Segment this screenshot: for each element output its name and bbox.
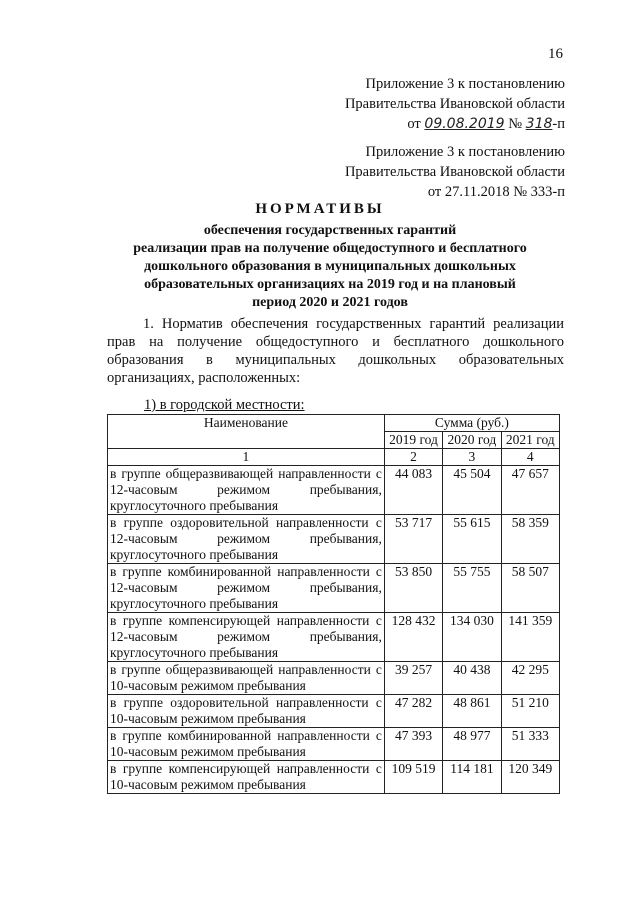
table-row [108,728,560,761]
paragraph-1: 1. Норматив обеспечения государственных гарантий реализации прав на получение общедоступного и бесплатного дошкольного образования в муниципальных дошкольных образовательных организациях, расположенных: [107,316,564,386]
table-index-row [108,449,560,466]
value-2020: 45 504 [443,466,501,515]
row-name: в группе комбинированной направленности с 10-часовым режимом пребывания [108,728,385,761]
value-2021: 120 349 [501,761,559,794]
row-name: в группе комбинированной направленности с 12-часовым режимом пребывания, круглосуточного пребывания [108,564,385,613]
row-name: в группе компенсирующей направленности с 10-часовым режимом пребывания [108,761,385,794]
number-suffix: -п [552,116,565,132]
table-row [108,515,560,564]
date-prefix: от [407,116,421,132]
value-2021: 47 657 [501,466,559,515]
appendix-current-line1: Приложение 3 к постановлению [365,76,565,92]
value-2019: 47 282 [384,695,442,728]
value-2019: 128 432 [384,613,442,662]
row-name: в группе общеразвивающей направленности с 12-часовым режимом пребывания, круглосуточного пребывания [108,466,385,515]
value-2020: 40 438 [443,662,501,695]
value-2020: 48 977 [443,728,501,761]
subtitle-line: образовательных организациях на 2019 год и на плановый [144,277,516,292]
document-title: НОРМАТИВЫ [255,201,385,217]
table-row [108,761,560,794]
row-name: в группе оздоровительной направленности с 12-часовым режимом пребывания, круглосуточного пребывания [108,515,385,564]
appendix-previous [345,142,565,202]
header-name: Наименование [108,415,385,449]
value-2021: 58 507 [501,564,559,613]
subtitle-line: дошкольного образования в муниципальных дошкольных [144,259,516,274]
index-cell: 4 [501,449,559,466]
appendix-previous-line1: Приложение 3 к постановлению [365,144,565,160]
header-year-2020: 2020 год [443,432,501,449]
row-name: в группе компенсирующей направленности с 12-часовым режимом пребывания, круглосуточного пребывания [108,613,385,662]
appendix-current-date-line [345,114,565,134]
page-number: 16 [548,46,563,62]
value-2020: 55 755 [443,564,501,613]
value-2021: 51 210 [501,695,559,728]
value-2019: 47 393 [384,728,442,761]
value-2019: 109 519 [384,761,442,794]
value-2020: 48 861 [443,695,501,728]
subtitle-line: период 2020 и 2021 годов [252,295,408,310]
table-row [108,466,560,515]
index-cell: 1 [108,449,385,466]
table-row [108,695,560,728]
row-name: в группе оздоровительной направленности с 10-часовым режимом пребывания [108,695,385,728]
row-name: в группе общеразвивающей направленности с 10-часовым режимом пребывания [108,662,385,695]
value-2021: 141 359 [501,613,559,662]
document-subtitle [120,222,540,312]
appendix-previous-line3: от 27.11.2018 № 333-п [427,184,565,200]
subtitle-line: реализации прав на получение общедоступного и бесплатного [133,241,527,256]
table-row [108,613,560,662]
appendix-current [345,74,565,134]
index-cell: 2 [384,449,442,466]
norms-table [107,414,560,794]
table-header-row [108,415,560,432]
table-row [108,564,560,613]
value-2021: 58 359 [501,515,559,564]
value-2021: 51 333 [501,728,559,761]
header-year-2021: 2021 год [501,432,559,449]
appendix-previous-line2: Правительства Ивановской области [344,164,565,180]
value-2019: 44 083 [384,466,442,515]
value-2019: 53 850 [384,564,442,613]
index-cell: 3 [443,449,501,466]
header-year-2019: 2019 год [384,432,442,449]
appendix-current-line2: Правительства Ивановской области [344,96,565,112]
handwritten-date: 09.08.2019 [424,116,505,132]
value-2020: 114 181 [443,761,501,794]
location-label: 1) в городской местности: [144,397,305,413]
value-2021: 42 295 [501,662,559,695]
value-2020: 55 615 [443,515,501,564]
subtitle-line: обеспечения государственных гарантий [203,223,457,238]
value-2019: 39 257 [384,662,442,695]
handwritten-number: 318 [525,116,553,132]
number-label: № [508,116,523,132]
value-2019: 53 717 [384,515,442,564]
table-row [108,662,560,695]
header-sum: Сумма (руб.) [384,415,559,432]
value-2020: 134 030 [443,613,501,662]
